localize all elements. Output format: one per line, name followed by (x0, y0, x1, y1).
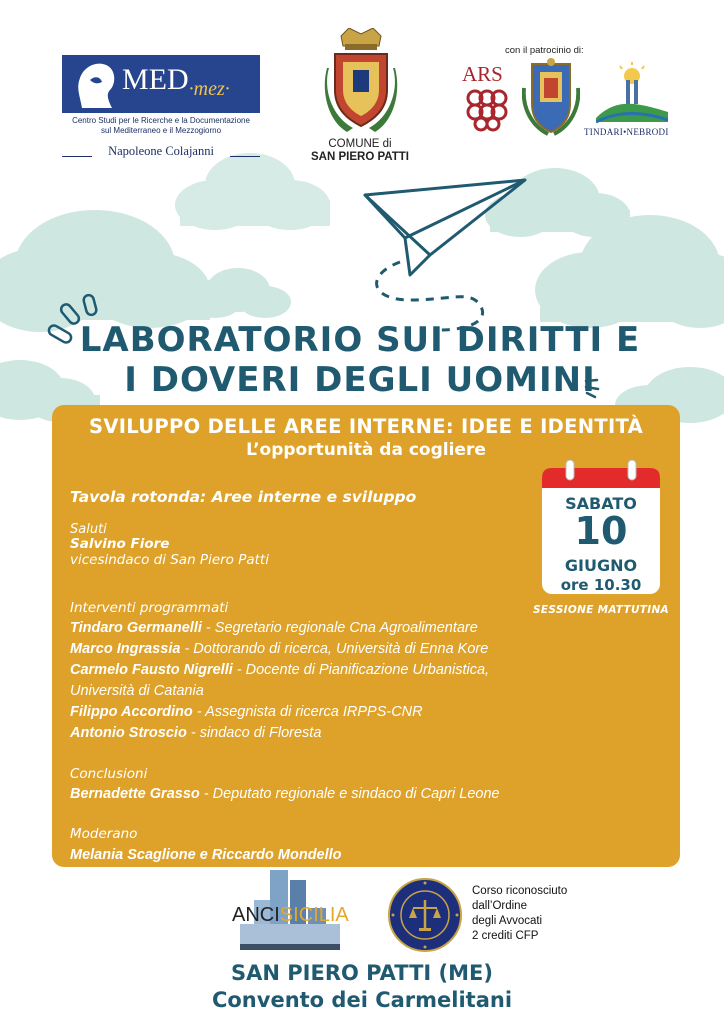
calendar-day-name: SABATO (565, 494, 637, 513)
title-line: LABORATORIO SUI DIRITTI E (79, 320, 641, 360)
corso-line: dall’Ordine (472, 900, 527, 912)
saluti-label: Saluti (70, 522, 107, 537)
session-label: SESSIONE MATTUTINA (533, 604, 669, 616)
calendar-badge (540, 460, 662, 598)
calendar-month: GIUGNO (564, 556, 638, 575)
title-line: I DOVERI DEGLI UOMINI (124, 360, 596, 400)
tavola-rotonda: Tavola rotonda: Aree interne e sviluppo (70, 488, 417, 506)
speaker-line: Carmelo Fausto Nigrelli - Docente di Pianificazione Urbanistica, (70, 662, 490, 678)
ordine-avvocati-seal-icon (388, 878, 462, 952)
calendar-day: 10 (574, 509, 628, 553)
speaker-line: Università di Catania (70, 683, 204, 699)
tindari-nebrodi-logo-icon (596, 62, 668, 124)
tindari-nebrodi-label: TINDARI•NEBRODI (584, 127, 669, 137)
comune-name (300, 138, 420, 164)
medmez-name: Napoleone Colajanni (108, 144, 214, 158)
head-silhouette-icon (72, 58, 120, 110)
page-title (60, 320, 660, 400)
moderano-label: Moderano (70, 826, 138, 842)
cloud-icon (175, 153, 330, 230)
saluti-role: vicesindaco di San Piero Patti (70, 552, 269, 568)
venue (0, 960, 724, 1014)
provincia-crest-icon (522, 58, 580, 136)
corso-note (472, 884, 592, 944)
speaker-line: Antonio Stroscio - sindaco di Floresta (70, 725, 322, 741)
corso-line: 2 crediti CFP (472, 930, 539, 942)
saluti-name: Salvino Fiore (70, 536, 170, 552)
patrocinio-label: con il patrocinio di: (505, 45, 584, 56)
speaker-line: Filippo Accordino - Assegnista di ricerca IRPPS-CNR (70, 704, 423, 720)
speaker-line: Tindaro Germanelli - Segretario regionale Cna Agroalimentare (70, 620, 478, 636)
medmez-logo-text: $MED_{\cdot mez\cdot}$ (122, 63, 230, 100)
ars-trinacria-icon (463, 88, 511, 132)
venue-line: SAN PIERO PATTI (ME) (231, 961, 493, 985)
ars-logo-text: ARS (462, 62, 503, 86)
conclusioni-line: Bernadette Grasso - Deputato regionale e sindaco di Capri Leone (70, 786, 500, 802)
interventi-label: Interventi programmati (70, 600, 229, 616)
event-subheading: L’opportunità da cogliere (246, 440, 486, 460)
event-heading: SVILUPPO DELLE AREE INTERNE: IDEE E IDENTITÀ (88, 415, 644, 438)
calendar-time: ore 10.30 (560, 576, 642, 594)
anci-text: ANCI (232, 904, 280, 926)
sicilia-text: SICILIA (279, 904, 349, 926)
medmez-subtitle-line: Centro Studi per le Ricerche e la Documentazione (72, 116, 250, 125)
cloud-icon (485, 168, 630, 237)
anci-sicilia-logo (232, 904, 349, 927)
comune-crest-icon (323, 28, 399, 136)
corso-line: Corso riconosciuto (472, 885, 568, 897)
medmez-subtitle-line: sul Mediterraneo e il Mezzogiorno (100, 126, 222, 135)
conclusioni-label: Conclusioni (70, 766, 148, 782)
medmez-subtitle (62, 116, 260, 136)
cloud-icon (0, 210, 210, 332)
comune-line: COMUNE di (328, 138, 392, 150)
venue-line: Convento dei Carmelitani (211, 988, 513, 1012)
speaker-line: Marco Ingrassia - Dottorando di ricerca, Università di Enna Kore (70, 641, 489, 657)
corso-line: degli Avvocati (472, 915, 543, 927)
comune-line: SAN PIERO PATTI (311, 151, 409, 163)
moderano-names: Melania Scaglione e Riccardo Mondello (70, 847, 342, 863)
